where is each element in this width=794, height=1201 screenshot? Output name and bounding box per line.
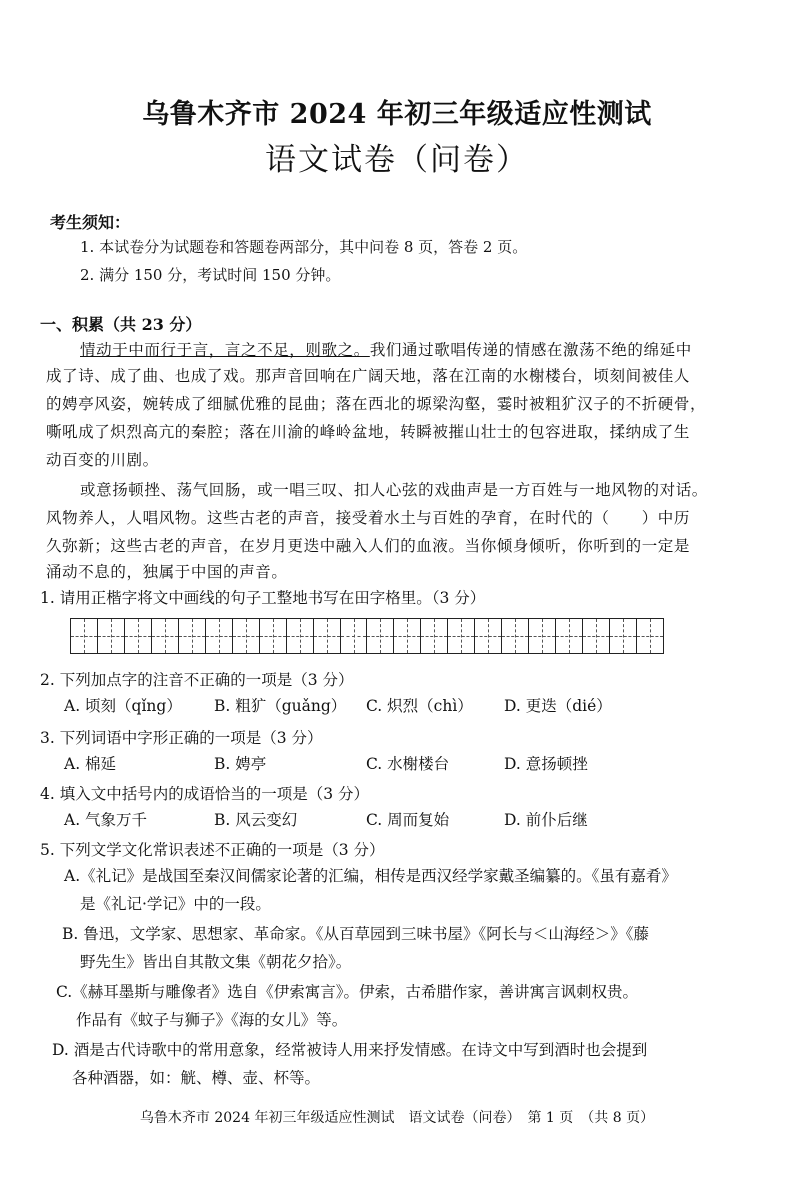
option-c[interactable]: C. 炽烈（chì） [366, 697, 473, 715]
option-a-continued: 是《礼记·学记》中的一段。 [80, 895, 271, 913]
option-c[interactable]: C. 周而复始 [366, 811, 450, 829]
question-stem: 3. 下列词语中字形正确的一项是（3 分） [40, 729, 323, 747]
grid-cell[interactable] [152, 619, 179, 653]
writing-grid[interactable] [70, 618, 664, 654]
grid-cell[interactable] [98, 619, 125, 653]
grid-cell[interactable] [637, 619, 663, 653]
question-stem: 5. 下列文学文化常识表述不正确的一项是（3 分） [40, 841, 385, 859]
passage-line: 风物养人，人唱风物。这些古老的声音，接受着水土与百姓的孕育，在时代的（ ）中历 [46, 509, 691, 527]
option-a[interactable]: A. 棉延 [64, 755, 117, 773]
question-stem: 2. 下列加点字的注音不正确的一项是（3 分） [40, 671, 354, 689]
grid-cell[interactable] [502, 619, 529, 653]
option-a[interactable]: A. 气象万千 [64, 811, 148, 829]
passage-line: 动百变的川剧。 [46, 451, 159, 469]
option-a[interactable]: A.《礼记》是战国至秦汉间儒家论著的汇编，相传是西汉经学家戴圣编纂的。《虽有嘉肴》 [64, 867, 677, 885]
grid-cell[interactable] [448, 619, 475, 653]
grid-cell[interactable] [475, 619, 502, 653]
passage-line: 成了诗、成了曲、也成了戏。那声音回响在广阔天地，落在江南的水榭楼台，顷刻间被佳人 [46, 367, 691, 385]
grid-cell[interactable] [233, 619, 260, 653]
grid-cell[interactable] [287, 619, 314, 653]
grid-cell[interactable] [206, 619, 233, 653]
grid-cell[interactable] [583, 619, 610, 653]
passage-line: 嘶吼成了炽烈高亢的秦腔；落在川渝的峰岭盆地，转瞬被摧山壮士的包容进取，揉纳成了生 [46, 423, 691, 441]
option-b-continued: 野先生》皆出自其散文集《朝花夕拾》。 [80, 953, 352, 971]
question-stem: 4. 填入文中括号内的成语恰当的一项是（3 分） [40, 785, 370, 803]
grid-cell[interactable] [125, 619, 152, 653]
passage-line: 的娉亭风姿，婉转成了细腻优雅的昆曲；落在西北的塬梁沟壑，霎时被粗犷汉子的不折硬骨， [46, 395, 707, 413]
grid-cell[interactable] [260, 619, 287, 653]
option-d[interactable]: D. 更迭（dié） [504, 697, 612, 715]
notice-item: 2. 满分 150 分，考试时间 150 分钟。 [80, 266, 341, 284]
grid-cell[interactable] [71, 619, 98, 653]
passage-line: 久弥新；这些古老的声音，在岁月更迭中融入人们的血液。当你倾身倾听，你听到的一定是 [46, 537, 691, 555]
option-d[interactable]: D. 酒是古代诗歌中的常用意象，经常被诗人用来抒发情感。在诗文中写到酒时也会提到 [52, 1041, 648, 1059]
option-d-continued: 各种酒器，如：觥、樽、壶、杯等。 [72, 1069, 321, 1087]
grid-cell[interactable] [394, 619, 421, 653]
passage-line: 涌动不息的，独属于中国的声音。 [46, 563, 288, 581]
option-b[interactable]: B. 娉亭 [214, 755, 267, 773]
underlined-sentence: 情动于中而行于言，言之不足，则歌之。 [80, 341, 370, 359]
notice-heading: 考生须知： [50, 213, 131, 232]
option-d[interactable]: D. 意扬顿挫 [504, 755, 588, 773]
grid-cell[interactable] [421, 619, 448, 653]
grid-cell[interactable] [556, 619, 583, 653]
notice-item: 1. 本试卷分为试题卷和答题卷两部分，其中问卷 8 页，答卷 2 页。 [80, 238, 528, 256]
question-stem: 1. 请用正楷字将文中画线的句子工整地书写在田字格里。（3 分） [40, 589, 486, 607]
exam-subtitle: 语文试卷（问卷） [265, 142, 529, 178]
grid-cell[interactable] [179, 619, 206, 653]
option-b[interactable]: B. 鲁迅，文学家、思想家、革命家。《从百草园到三味书屋》《阿长与＜山海经＞》《藤 [62, 925, 649, 943]
passage-line: 或意扬顿挫、荡气回肠，或一唱三叹、扣人心弦的戏曲声是一方百姓与一地风物的对话。 [80, 481, 708, 499]
grid-cell[interactable] [610, 619, 637, 653]
grid-cell[interactable] [367, 619, 394, 653]
page-footer: 乌鲁木齐市 2024 年初三年级适应性测试 语文试卷（问卷） 第 1 页 （共 8 页） [139, 1110, 655, 1126]
grid-cell[interactable] [314, 619, 341, 653]
passage-text: 我们通过歌唱传递的情感在激荡不绝的绵延中 [369, 341, 692, 359]
option-c-continued: 作品有《蚊子与狮子》《海的女儿》等。 [76, 1011, 348, 1029]
passage-line [80, 338, 692, 360]
grid-cell[interactable] [341, 619, 368, 653]
option-b[interactable]: B. 粗犷（guǎng） [214, 697, 347, 715]
option-b[interactable]: B. 风云变幻 [214, 811, 298, 829]
option-c[interactable]: C.《赫耳墨斯与雕像者》选自《伊索寓言》。伊索，古希腊作家，善讲寓言讽刺权贵。 [56, 983, 638, 1001]
exam-title: 乌鲁木齐市 2024 年初三年级适应性测试 [142, 99, 652, 130]
section-heading: 一、积累（共 23 分） [40, 315, 202, 334]
grid-cell[interactable] [529, 619, 556, 653]
option-a[interactable]: A. 顷刻（qǐng） [64, 697, 182, 715]
option-d[interactable]: D. 前仆后继 [504, 811, 588, 829]
option-c[interactable]: C. 水榭楼台 [366, 755, 450, 773]
